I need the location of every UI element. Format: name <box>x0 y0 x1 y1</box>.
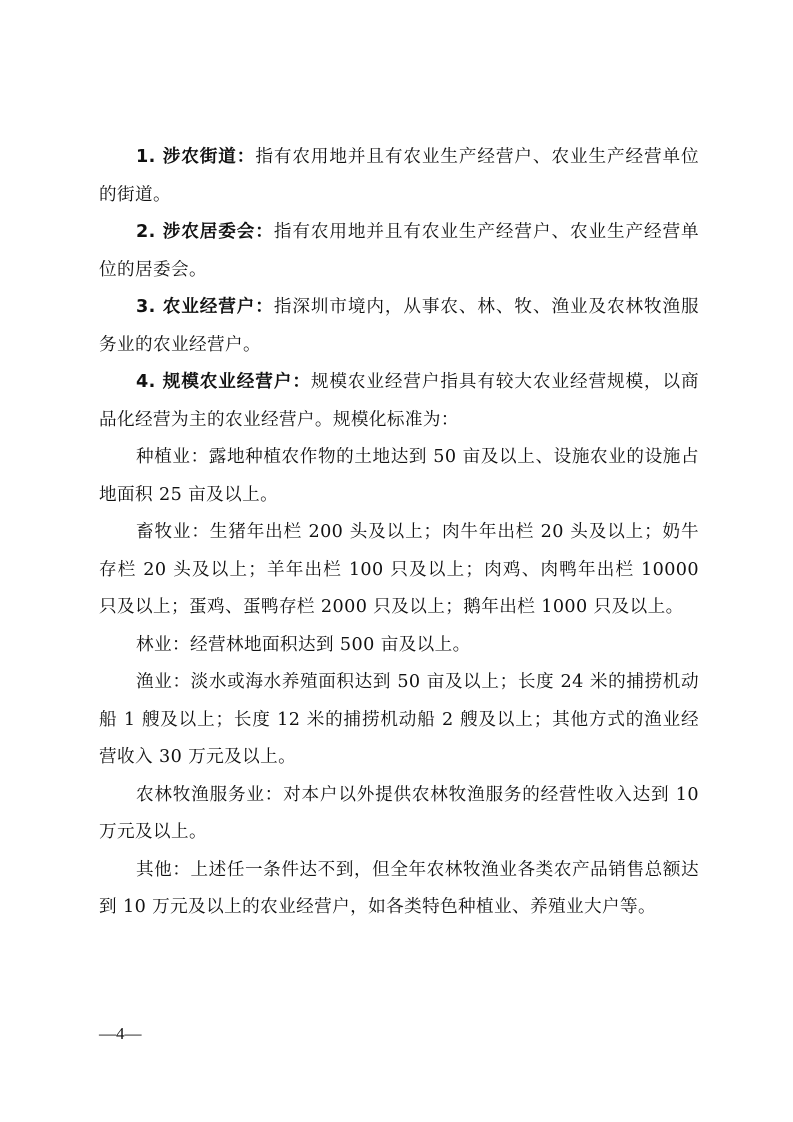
definition-term: 4. 规模农业经营户： <box>136 372 311 392</box>
criterion-services: 农林牧渔服务业：对本户以外提供农林牧渔服务的经营性收入达到 10 万元及以上。 <box>99 784 699 842</box>
document-body <box>99 139 699 927</box>
definition-agricultural-household <box>99 289 699 364</box>
definition-text: 指有农用地并且有农业生产经营户、农业生产经营单位的街道。 <box>99 147 699 205</box>
definition-text: 指有农用地并且有农业生产经营户、农业生产经营单位的居委会。 <box>99 222 700 280</box>
definition-street <box>99 139 699 214</box>
page-number: —4— <box>99 1024 142 1043</box>
definition-term: 2. 涉农居委会： <box>136 222 274 242</box>
definition-residents-committee <box>99 214 699 289</box>
definition-text: 指深圳市境内，从事农、林、牧、渔业及农林牧渔服务业的农业经营户。 <box>99 297 700 355</box>
criterion-fishery: 渔业：淡水或海水养殖面积达到 50 亩及以上；长度 24 米的捕捞机动船 1 艘及以上；长度 12 米的捕捞机动船 2 艘及以上；其他方式的渔业经营收入 30 万元及以上。 <box>99 672 699 767</box>
definition-text: 规模农业经营户指具有较大农业经营规模，以商品化经营为主的农业经营户。规模化标准为： <box>99 372 700 430</box>
definition-term: 3. 农业经营户： <box>136 297 274 317</box>
criterion-other: 其他：上述任一条件达不到，但全年农林牧渔业各类农产品销售总额达到 10 万元及以上的农业经营户，如各类特色种植业、养殖业大户等。 <box>99 859 699 917</box>
definition-term: 1. 涉农街道： <box>136 147 256 167</box>
criterion-planting: 种植业：露地种植农作物的土地达到 50 亩及以上、设施农业的设施占地面积 25 亩及以上。 <box>99 447 699 505</box>
criterion-forestry: 林业：经营林地面积达到 500 亩及以上。 <box>136 634 471 655</box>
criterion-livestock: 畜牧业：生猪年出栏 200 头及以上；肉牛年出栏 20 头及以上；奶牛存栏 20 头及以上；羊年出栏 100 只及以上；肉鸡、肉鸭年出栏 10000 只及以上；蛋鸡、蛋鸭存栏 2000 只及以上；鹅年出栏 1000 只及以上。 <box>99 522 699 617</box>
definition-large-scale-household <box>99 364 699 439</box>
